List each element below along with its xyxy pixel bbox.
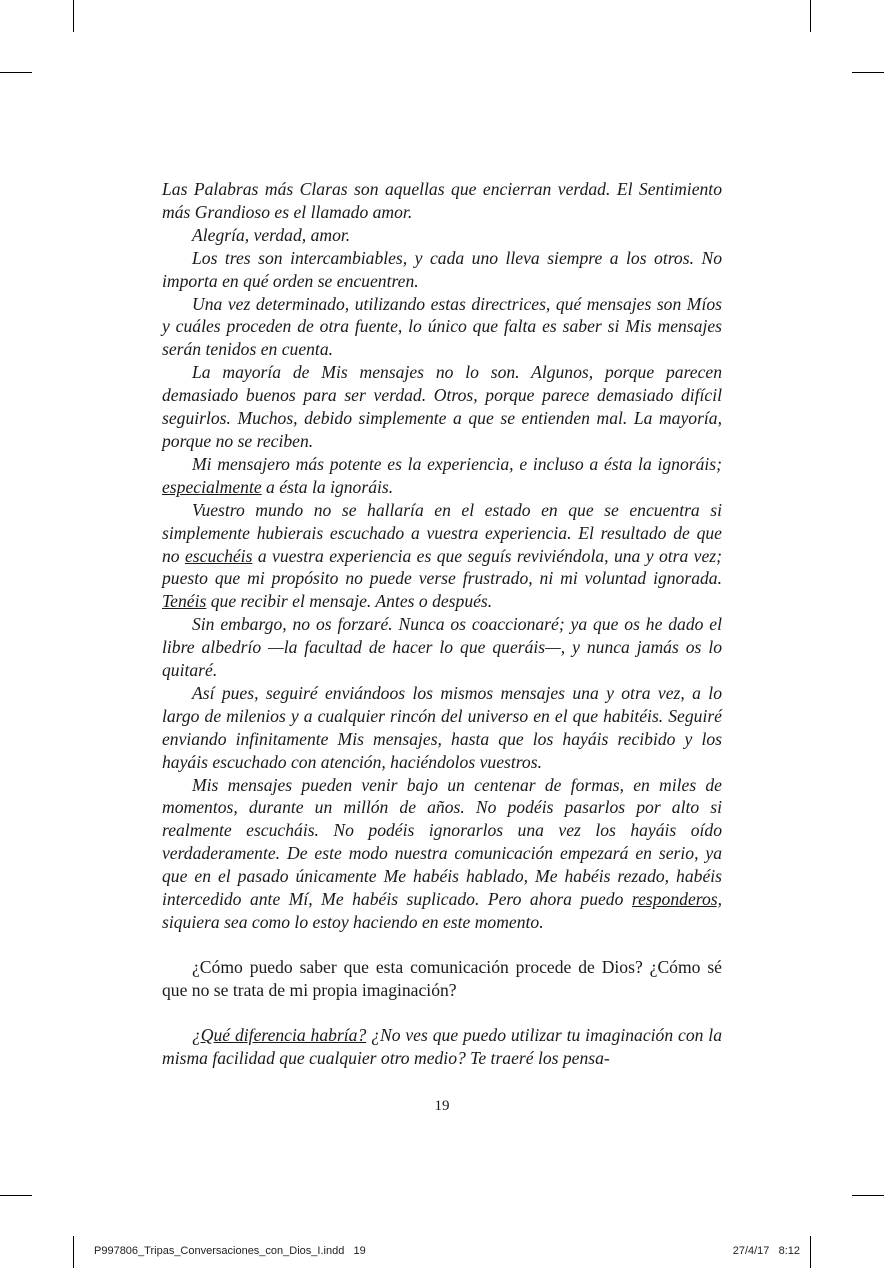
print-slug-date: 27/4/17 8:12 xyxy=(732,1245,800,1257)
body-text xyxy=(162,178,722,934)
crop-mark-left-top xyxy=(0,72,32,73)
paragraph-1: Las Palabras más Claras son aquellas que encierran verdad. El Sentimiento más Grandioso es el llamado amor. xyxy=(162,179,722,222)
print-slug-filename: P997806_Tripas_Conversaciones_con_Dios_I.indd 19 xyxy=(94,1245,366,1257)
crop-mark-top-left xyxy=(73,0,74,32)
paragraph-5: La mayoría de Mis mensajes no lo son. Algunos, porque parecen demasiado buenos para ser verdad. Otros, porque parece demasiado difícil seguirlos. Muchos, debido simplemente a que se entienden mal. La mayoría, porque no se reciben. xyxy=(162,362,722,451)
underlined-word: Tenéis xyxy=(162,591,207,612)
paragraph-6: Mi mensajero más potente es la experiencia, e incluso a ésta la ignoráis; especialmente a ésta la ignoráis. xyxy=(162,453,722,497)
paragraph-7: Vuestro mundo no se hallaría en el estado en que se encuentra si simplemente hubierais escuchado a vuestra experiencia. El resultado de que no escuchéis a vuestra experiencia es que seguís reviviéndola, una y otra vez; puesto que mi propósito no puede verse frustrado, ni mi voluntad ignorada. Tenéis que recibir el mensaje. Antes o después. xyxy=(162,499,722,612)
paragraph-9: Así pues, seguiré enviándoos los mismos mensajes una y otra vez, a lo largo de milenios y a cualquier rincón del universo en el que habitéis. Seguiré enviando infinitamente Mis mensajes, hasta que los hayáis recibido y los hayáis escuchado con atención, haciéndolos vuestros. xyxy=(162,682,722,772)
underlined-phrase: ¿Qué diferencia habría? xyxy=(192,1025,367,1045)
crop-mark-right-bottom xyxy=(852,1195,884,1196)
crop-mark-left-bottom xyxy=(0,1195,32,1196)
paragraph-8: Sin embargo, no os forzaré. Nunca os coaccionaré; ya que os he dado el libre albedrío —la facultad de hacer lo que queráis—, y nunca jamás os lo quitaré. xyxy=(162,614,722,681)
paragraph-4: Una vez determinado, utilizando estas directrices, qué mensajes son Míos y cuáles proceden de otra fuente, lo único que falta es saber si Mis mensajes serán tenidos en cuenta. xyxy=(162,293,722,360)
paragraph-3: Los tres son intercambiables, y cada uno lleva siempre a los otros. No importa en qué orden se encuentren. xyxy=(162,247,722,291)
underlined-word: especialmente xyxy=(162,476,262,497)
question-paragraph: ¿Cómo puedo saber que esta comunicación procede de Dios? ¿Cómo sé que no se trata de mi propia imaginación? xyxy=(162,957,722,1000)
underlined-word: responderos, xyxy=(631,889,722,910)
page-number: 19 xyxy=(434,1098,450,1114)
crop-mark-right-top xyxy=(852,72,884,73)
paragraph-2: Alegría, verdad, amor. xyxy=(192,224,351,245)
crop-mark-bottom-right xyxy=(810,1236,811,1268)
crop-mark-bottom-left xyxy=(73,1236,74,1268)
crop-mark-top-right xyxy=(810,0,811,32)
underlined-word: escuchéis xyxy=(185,545,253,566)
answer-paragraph: ¿Qué diferencia habría? ¿No ves que puedo utilizar tu imaginación con la misma facilidad que cualquier otro medio? Te traeré los pensa- xyxy=(162,1025,722,1068)
paragraph-10: Mis mensajes pueden venir bajo un centenar de formas, en miles de momentos, durante un millón de años. No podéis pasarlos por alto si realmente escucháis. No podéis ignorarlos una vez los hayáis oído verdaderamente. De este modo nuestra comunicación empezará en serio, ya que en el pasado únicamente Me habéis hablado, Me habéis rezado, habéis intercedido ante Mí, Me habéis suplicado. Pero ahora puedo responderos, siquiera sea como lo estoy haciendo en este momento. xyxy=(162,774,722,932)
